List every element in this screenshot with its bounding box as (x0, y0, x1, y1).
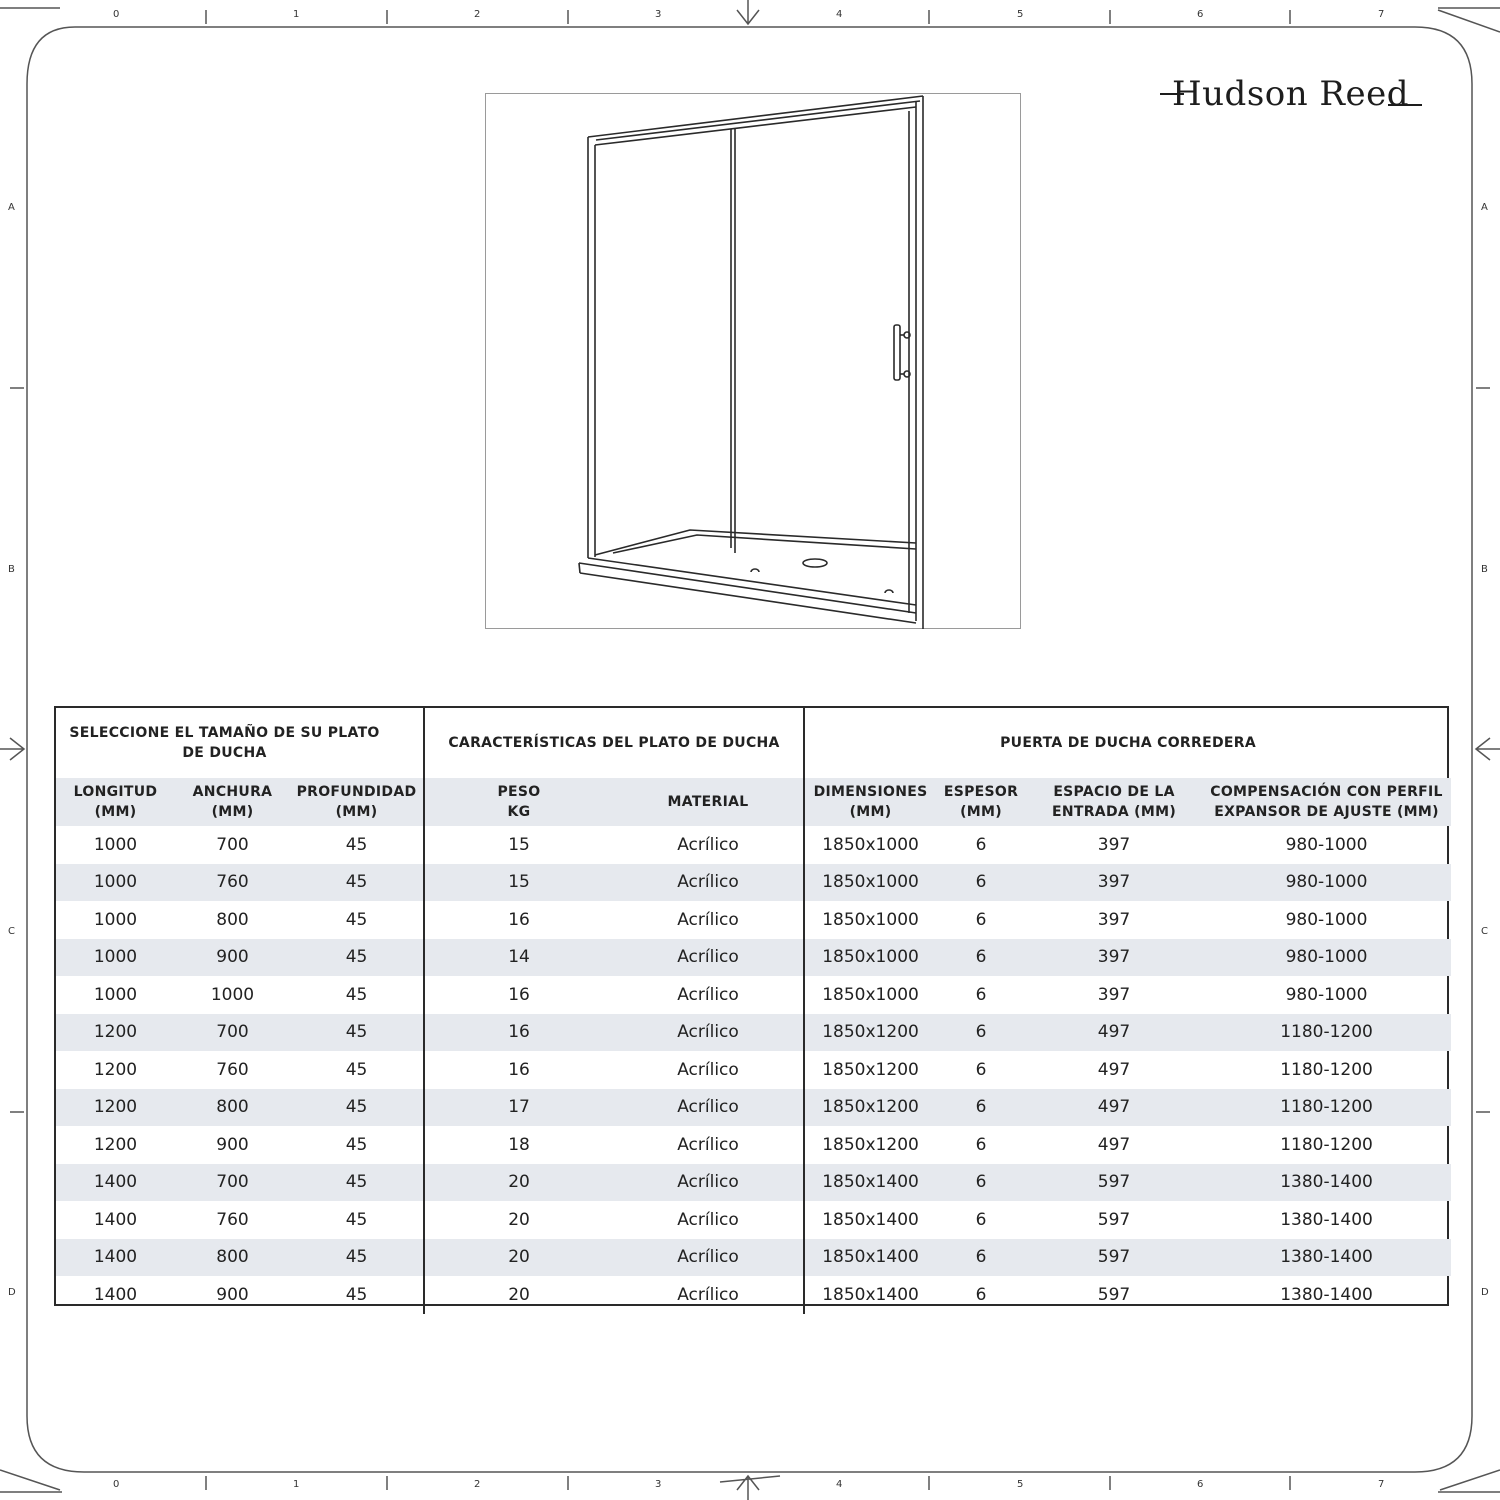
table-cell: 45 (290, 976, 424, 1014)
ruler-number: 3 (655, 9, 662, 20)
brand-logo (1160, 70, 1425, 120)
column-header-line: ESPACIO DE LA (1053, 784, 1175, 800)
column-header-line: (MM) (960, 804, 1002, 820)
brand-name: Hudson Reed (1172, 74, 1410, 114)
table-cell: 1000 (56, 939, 175, 977)
table-cell: Acrílico (613, 1276, 804, 1314)
table-cell: 497 (1097, 1134, 1131, 1155)
table-cell: 1850x1400 (822, 1284, 919, 1305)
table-cell: 6 (936, 1164, 1026, 1202)
table-cell: Acrílico (613, 1051, 804, 1089)
ruler-letter: B (8, 564, 15, 575)
table-cell: 397 (1097, 909, 1131, 930)
column-header-line: EXPANSOR DE AJUSTE (MM) (1214, 804, 1439, 820)
table-cell: 980-1000 (1202, 939, 1451, 977)
table-row (56, 1239, 1451, 1277)
column-header (175, 778, 290, 826)
table-cell: 1400 (56, 1239, 175, 1277)
shower-door-drawing (485, 93, 1021, 629)
table-cell: 760 (216, 1209, 249, 1230)
table-cell: 16 (508, 1059, 530, 1080)
table-cell: 760 (175, 864, 290, 902)
column-header (290, 778, 424, 826)
column-header (936, 778, 1026, 826)
table-cell: 6 (975, 909, 987, 930)
table-cell: 45 (290, 1126, 424, 1164)
table-cell: 6 (975, 1059, 987, 1080)
ruler-letter: C (8, 926, 15, 937)
table-cell: 1850x1400 (822, 1209, 919, 1230)
table-cell: 1850x1200 (804, 1014, 936, 1052)
table-cell: Acrílico (613, 939, 804, 977)
table-cell: 1400 (93, 1209, 138, 1230)
table-cell: 16 (508, 984, 530, 1005)
ruler-number: 1 (293, 9, 300, 20)
table-row (56, 1201, 1451, 1239)
column-header-line: (MM) (335, 804, 378, 820)
ruler-letter: D (8, 1287, 16, 1298)
column-header (613, 778, 804, 826)
table-cell: 16 (508, 909, 530, 930)
ruler-number: 4 (836, 9, 843, 20)
table-row (56, 864, 1451, 902)
column-header (424, 778, 613, 826)
table-cell: 800 (175, 1239, 290, 1277)
ruler-number: 0 (113, 1479, 120, 1490)
table-cell: 900 (216, 1284, 249, 1305)
group-header: SELECCIONE EL TAMAÑO DE SU PLATO DE DUCHA (56, 708, 424, 778)
table-cell: 1380-1400 (1202, 1164, 1451, 1202)
table-row (56, 976, 1451, 1014)
table-cell: 45 (290, 1239, 424, 1277)
ruler-number: 7 (1378, 1479, 1385, 1490)
table-cell: 1380-1400 (1280, 1284, 1373, 1305)
column-header-row (56, 778, 1451, 826)
ruler-letter: C (1481, 926, 1488, 937)
table-row (56, 1276, 1451, 1314)
table-cell: 900 (216, 1134, 249, 1155)
column-header-line: ANCHURA (192, 784, 273, 800)
column-header-line: DIMENSIONES (813, 784, 928, 800)
table-cell: Acrílico (613, 1164, 804, 1202)
table-cell: 1850x1000 (822, 984, 919, 1005)
table-row (56, 1126, 1451, 1164)
column-header-line: LONGITUD (73, 784, 158, 800)
ruler-number: 3 (655, 1479, 662, 1490)
table-row (56, 939, 1451, 977)
table-row (56, 1164, 1451, 1202)
table-row (56, 1051, 1451, 1089)
table-cell: 1400 (93, 1284, 138, 1305)
table-cell: 1000 (93, 909, 138, 930)
table-cell: 1380-1400 (1280, 1209, 1373, 1230)
table-cell: 45 (290, 1014, 424, 1052)
table-cell: 1200 (93, 1059, 138, 1080)
column-header-line: MATERIAL (667, 794, 749, 810)
table-cell: 6 (936, 1089, 1026, 1127)
table-cell: 45 (290, 1051, 424, 1089)
table-cell: 700 (175, 1014, 290, 1052)
table-cell: 1180-1200 (1202, 1014, 1451, 1052)
table-cell: 980-1000 (1285, 834, 1368, 855)
table-cell: 497 (1026, 1014, 1202, 1052)
table-cell: 20 (424, 1164, 613, 1202)
ruler-letter: A (1481, 202, 1488, 213)
table-cell: 1180-1200 (1280, 1059, 1373, 1080)
table-cell: 397 (1026, 864, 1202, 902)
table-cell: 6 (936, 1239, 1026, 1277)
table-cell: 1000 (93, 984, 138, 1005)
table-cell: 1000 (210, 984, 255, 1005)
table-cell: Acrílico (613, 901, 804, 939)
ruler-number: 2 (474, 9, 481, 20)
table-cell: 597 (1097, 1284, 1131, 1305)
table-cell: 1850x1200 (822, 1134, 919, 1155)
table-cell: 1000 (56, 864, 175, 902)
table-cell: 14 (424, 939, 613, 977)
column-header-line: PROFUNDIDAD (296, 784, 417, 800)
table-cell: 760 (216, 1059, 249, 1080)
table-cell: 1000 (93, 834, 138, 855)
column-header-line: KG (507, 804, 531, 820)
table-cell: 1180-1200 (1280, 1134, 1373, 1155)
table-cell: 20 (508, 1284, 530, 1305)
ruler-letter: B (1481, 564, 1488, 575)
table-cell: Acrílico (613, 976, 804, 1014)
table-cell: 45 (290, 1276, 424, 1314)
column-header-line: (MM) (94, 804, 137, 820)
table-cell: 800 (216, 909, 249, 930)
column-header-line: ENTRADA (MM) (1052, 804, 1177, 820)
table-cell: 1200 (93, 1134, 138, 1155)
table-cell: 6 (975, 984, 987, 1005)
table-cell: 397 (1097, 834, 1131, 855)
table-cell: 1850x1000 (804, 939, 936, 977)
table-row (56, 901, 1451, 939)
ruler-number: 5 (1017, 9, 1024, 20)
column-header (56, 778, 175, 826)
table-body (56, 826, 1451, 1314)
spec-table (56, 708, 1451, 1314)
table-cell: 6 (975, 1134, 987, 1155)
ruler-letter: A (8, 202, 15, 213)
table-cell: 15 (508, 834, 530, 855)
table-cell: 45 (290, 1201, 424, 1239)
table-row (56, 1014, 1451, 1052)
table-cell: 597 (1026, 1164, 1202, 1202)
table-cell: 1400 (56, 1164, 175, 1202)
column-header-line: COMPENSACIÓN CON PERFIL (1210, 784, 1443, 800)
table-cell: 16 (424, 1014, 613, 1052)
ruler-number: 1 (293, 1479, 300, 1490)
column-header (1026, 778, 1202, 826)
table-cell: 1850x1200 (804, 1089, 936, 1127)
table-cell: 17 (424, 1089, 613, 1127)
ruler-number: 6 (1197, 9, 1204, 20)
table-cell: 45 (290, 901, 424, 939)
table-cell: 45 (290, 1164, 424, 1202)
table-cell: 1850x1400 (804, 1239, 936, 1277)
table-cell: Acrílico (613, 1126, 804, 1164)
table-cell: 1850x1400 (804, 1164, 936, 1202)
column-header (1202, 778, 1451, 826)
table-cell: 6 (936, 939, 1026, 977)
table-cell: Acrílico (613, 1014, 804, 1052)
table-cell: 1850x1000 (804, 864, 936, 902)
table-cell: 597 (1097, 1209, 1131, 1230)
table-cell: 397 (1097, 984, 1131, 1005)
table-cell: 6 (936, 864, 1026, 902)
table-cell: 6 (975, 834, 987, 855)
table-cell: 18 (508, 1134, 530, 1155)
table-cell: 45 (290, 1089, 424, 1127)
table-cell: 6 (975, 1284, 987, 1305)
ruler-number: 4 (836, 1479, 843, 1490)
table-cell: 15 (424, 864, 613, 902)
table-row (56, 1089, 1451, 1127)
table-cell: 45 (290, 826, 424, 864)
ruler-number: 7 (1378, 9, 1385, 20)
table-cell: 700 (175, 1164, 290, 1202)
table-cell: 6 (936, 1014, 1026, 1052)
table-cell: 1380-1400 (1202, 1239, 1451, 1277)
table-cell: 45 (290, 939, 424, 977)
ruler-number: 2 (474, 1479, 481, 1490)
table-cell: 1200 (56, 1014, 175, 1052)
group-header-row (56, 708, 1451, 778)
ruler-letter: D (1481, 1287, 1489, 1298)
table-cell: 20 (424, 1239, 613, 1277)
group-header: CARACTERÍSTICAS DEL PLATO DE DUCHA (424, 708, 804, 778)
table-cell: 1180-1200 (1202, 1089, 1451, 1127)
ruler-number: 0 (113, 9, 120, 20)
table-cell: 6 (975, 1209, 987, 1230)
table-cell: 1850x1000 (822, 909, 919, 930)
column-header-line: PESO (497, 784, 541, 800)
ruler-number: 6 (1197, 1479, 1204, 1490)
table-cell: 397 (1026, 939, 1202, 977)
table-cell: 1850x1000 (822, 834, 919, 855)
group-header: PUERTA DE DUCHA CORREDERA (1000, 735, 1256, 751)
table-cell: 700 (216, 834, 249, 855)
column-header (804, 778, 936, 826)
table-cell: Acrílico (613, 826, 804, 864)
table-cell: 900 (175, 939, 290, 977)
table-cell: 20 (508, 1209, 530, 1230)
table-cell: 497 (1026, 1089, 1202, 1127)
table-cell: 980-1000 (1202, 864, 1451, 902)
table-cell: 800 (175, 1089, 290, 1127)
table-cell: Acrílico (613, 864, 804, 902)
column-header-line: (MM) (849, 804, 892, 820)
table-cell: 1850x1200 (822, 1059, 919, 1080)
table-cell: 597 (1026, 1239, 1202, 1277)
specifications-table (54, 706, 1449, 1306)
table-cell: Acrílico (613, 1201, 804, 1239)
table-cell: 980-1000 (1285, 909, 1368, 930)
table-cell: 497 (1097, 1059, 1131, 1080)
ruler-number: 5 (1017, 1479, 1024, 1490)
table-cell: Acrílico (613, 1239, 804, 1277)
table-cell: Acrílico (613, 1089, 804, 1127)
column-header-line: ESPESOR (943, 784, 1019, 800)
table-cell: 45 (290, 864, 424, 902)
table-cell: 1200 (56, 1089, 175, 1127)
table-cell: 980-1000 (1285, 984, 1368, 1005)
column-header-line: (MM) (211, 804, 254, 820)
table-row (56, 826, 1451, 864)
